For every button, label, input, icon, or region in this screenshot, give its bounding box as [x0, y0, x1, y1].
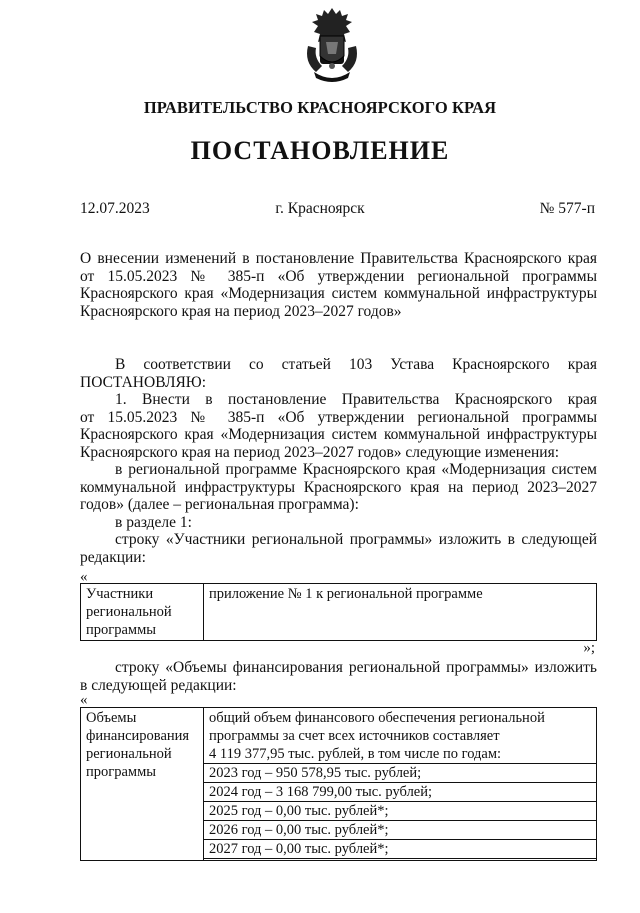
body-line: от 15.05.2023 № 385-п «Об утверждении региональной программы	[80, 408, 597, 426]
financing-label-cell	[81, 708, 204, 861]
document-body-continued	[80, 659, 597, 694]
document-date: 12.07.2023	[80, 200, 150, 217]
financing-value-cell	[204, 708, 597, 861]
value-line: 2024 год – 3 168 799,00 тыс. рублей;	[204, 783, 596, 802]
document-type-title: ПОСТАНОВЛЕНИЕ	[190, 136, 450, 165]
quote-close-mark: »;	[583, 640, 595, 656]
value-line: программы за счет всех источников составляет	[209, 728, 500, 744]
value-line: приложение № 1 к региональной программе	[209, 586, 483, 602]
body-line: в следующей редакции:	[80, 676, 237, 694]
coat-of-arms-emblem-icon	[300, 6, 364, 84]
body-line: годов» (далее – региональная программа):	[80, 496, 359, 513]
value-line: 2025 год – 0,00 тыс. рублей*;	[204, 802, 596, 821]
body-line: ПОСТАНОВЛЯЮ:	[80, 373, 207, 391]
subject-line: от 15.05.2023 № 385-п «Об утверждении региональной программы	[80, 267, 597, 285]
quote-open-mark: «	[80, 692, 88, 708]
body-line: в региональной программе Красноярского края «Модернизация систем	[115, 461, 597, 478]
label-line: региональной	[86, 604, 172, 620]
body-line: строку «Объемы финансирования региональной программы» изложить	[115, 659, 597, 676]
table-row	[81, 584, 597, 641]
body-line: Красноярского края на период 2023–2027 годов» следующие изменения:	[80, 443, 560, 461]
participants-label-cell	[81, 584, 204, 641]
label-line: Объемы	[86, 710, 137, 726]
financing-table	[80, 707, 597, 861]
subject-line: О внесении изменений в постановление Правительства Красноярского края	[80, 250, 597, 267]
participants-value-cell	[204, 584, 597, 641]
document-subject	[80, 250, 597, 320]
value-line: 2026 год – 0,00 тыс. рублей*;	[204, 821, 596, 840]
value-line: 2023 год – 950 578,95 тыс. рублей;	[204, 764, 596, 783]
body-line: в разделе 1:	[115, 513, 192, 531]
label-line: региональной	[86, 746, 172, 762]
document-body	[80, 356, 597, 566]
table-row	[81, 708, 597, 861]
label-line: программы	[86, 764, 156, 780]
quote-open-mark: «	[80, 569, 88, 585]
label-line: программы	[86, 622, 156, 638]
body-line: коммунальной инфраструктуры Красноярского края на период 2023–2027	[80, 478, 597, 496]
label-line: финансирования	[86, 728, 190, 744]
document-city: г. Красноярск	[275, 200, 365, 217]
body-line: Красноярского края «Модернизация систем коммунальной инфраструктуры	[80, 426, 597, 443]
value-line: 4 119 377,95 тыс. рублей, в том числе по годам:	[204, 745, 596, 764]
participants-table	[80, 583, 597, 641]
value-line: общий объем финансового обеспечения региональной	[209, 710, 545, 726]
subject-line: Красноярского края на период 2023–2027 годов»	[80, 302, 402, 320]
body-line: В соответствии со статьей 103 Устава Красноярского края	[115, 356, 597, 373]
government-title: ПРАВИТЕЛЬСТВО КРАСНОЯРСКОГО КРАЯ	[143, 98, 497, 117]
body-line: 1. Внести в постановление Правительства Красноярского края	[115, 391, 597, 408]
subject-line: Красноярского края «Модернизация систем коммунальной инфраструктуры	[80, 285, 597, 302]
body-line: строку «Участники региональной программы» изложить в следующей	[115, 531, 597, 548]
value-line: 2027 год – 0,00 тыс. рублей*;	[204, 840, 596, 859]
label-line: Участники	[86, 586, 154, 602]
document-number: № 577-п	[539, 200, 595, 217]
body-line: редакции:	[80, 548, 146, 566]
